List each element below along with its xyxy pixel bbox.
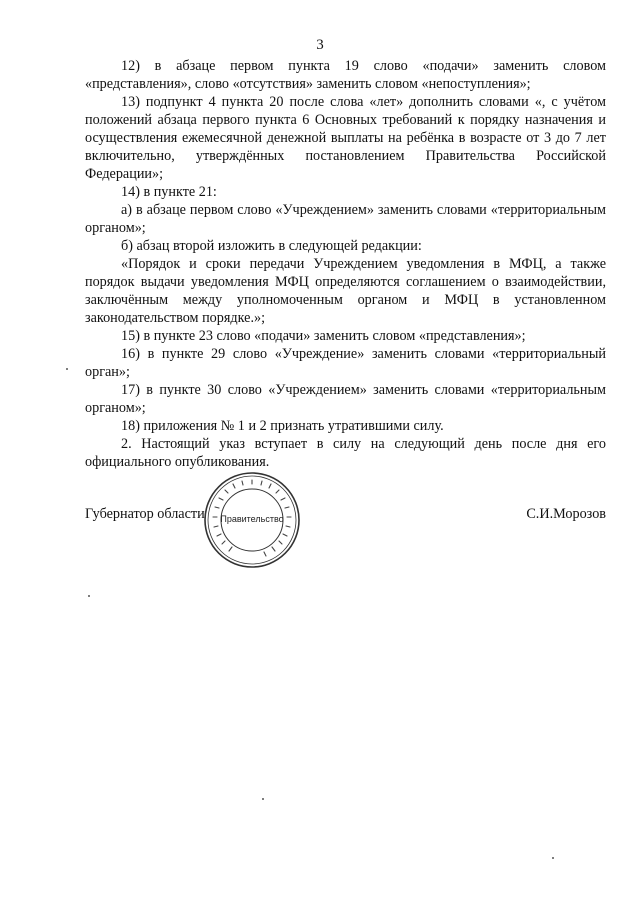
official-seal: [202, 470, 302, 570]
signatory-name: С.И.Морозов: [526, 506, 606, 522]
amendment-item-14: 14) в пункте 21:: [121, 184, 217, 200]
page-number: 3: [316, 37, 324, 53]
amendment-item-14a: а) в абзаце первом слово «Учреждением» заменить словами «территориальным органом»;: [85, 202, 606, 236]
seal-label: Правительство: [220, 514, 284, 524]
amendment-item-12: 12) в абзаце первом пункта 19 слово «подачи» заменить словом «представления», слово «отсутствия» заменить словом «непоступления»;: [85, 58, 606, 92]
entry-into-force-clause: 2. Настоящий указ вступает в силу на следующий день после дня его официального опубликования.: [85, 436, 606, 470]
amendment-item-16: 16) в пункте 29 слово «Учреждение» заменить словами «территориальный орган»;: [85, 346, 606, 380]
amendment-item-13: 13) подпункт 4 пункта 20 после слова «лет» дополнить словами «, с учётом положений абзаца первого пункта 6 Основных требований к порядку назначения и осуществления ежемесячной денежной выплаты на ребёнка в возрасте от 3 до 7 лет включительно, утверждённых постановлением Правительства Российской Федерации»;: [85, 94, 606, 182]
scan-speck: [66, 368, 68, 370]
document-body: [85, 57, 606, 471]
scan-speck: [552, 857, 554, 859]
amendment-item-15: 15) в пункте 23 слово «подачи» заменить словом «представления»;: [121, 328, 526, 344]
amendment-item-14b: б) абзац второй изложить в следующей редакции:: [121, 238, 422, 254]
scan-speck: [88, 595, 90, 597]
signatory-title: Губернатор области: [85, 506, 205, 522]
amendment-item-17: 17) в пункте 30 слово «Учреждением» заменить словами «территориальным органом»;: [85, 382, 606, 416]
quoted-new-wording: «Порядок и сроки передачи Учреждением уведомления в МФЦ, а также порядок выдачи уведомления МФЦ определяются соглашением о взаимодействии, заключённым между уполномоченным органом и МФЦ в установленном законодательством порядке.»;: [85, 256, 606, 326]
amendment-item-18: 18) приложения № 1 и 2 признать утратившими силу.: [121, 418, 444, 434]
scan-speck: [262, 798, 264, 800]
